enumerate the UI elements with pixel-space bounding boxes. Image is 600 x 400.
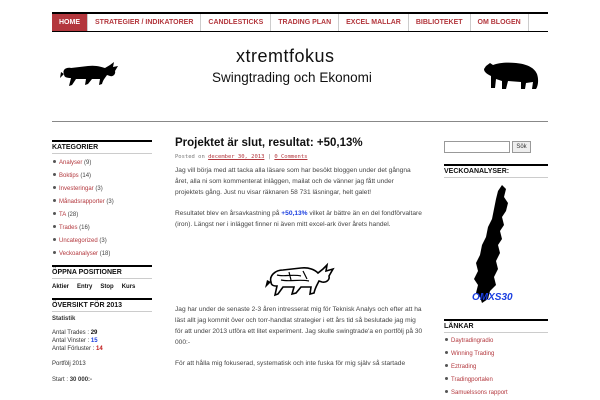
bullet-icon: [445, 390, 448, 393]
p2-text-a: Resultatet blev en årsavkastning på: [175, 210, 282, 217]
stat-wins-value: 15: [90, 338, 98, 344]
category-item[interactable]: [52, 157, 152, 170]
positions-col: Stop: [100, 284, 114, 290]
links-title: LÄNKAR: [444, 319, 548, 333]
omxs30-label[interactable]: OMXS30: [472, 292, 513, 303]
positions-col: Aktier: [52, 284, 70, 290]
nav-biblioteket[interactable]: BIBLIOTEKET: [409, 14, 471, 31]
post-paragraph-2: [175, 208, 423, 230]
category-link[interactable]: TA: [59, 212, 66, 218]
bullet-icon: [53, 225, 56, 228]
post-paragraph-1: Jag vill börja med att tacka alla läsare som har besökt bloggen under det gångna året, alla ni som kommenterat inläggen, mailat och de vänner jag fått under projektets gång. Just nu visar räknaren 58 731 läsningar, helt galet!: [175, 167, 411, 196]
category-count: (18): [99, 251, 111, 257]
stat-trades: [52, 329, 152, 337]
links-list: [444, 335, 508, 400]
link-item[interactable]: [444, 387, 508, 400]
comments-link[interactable]: 0 Comments: [274, 154, 308, 160]
stat-wins: [52, 337, 152, 345]
category-link[interactable]: Månadsrapporter: [59, 199, 105, 205]
portfolio-label: Portfölj 2013: [52, 361, 86, 367]
post-meta: [175, 154, 423, 160]
category-link[interactable]: Uncategorized: [59, 238, 98, 244]
category-item[interactable]: [52, 209, 152, 222]
stat-losses-value: 14: [96, 346, 103, 352]
link-item[interactable]: [444, 348, 508, 361]
category-item[interactable]: [52, 196, 152, 209]
category-link[interactable]: Boktips: [59, 173, 79, 179]
positions-col: Kurs: [121, 284, 136, 290]
post-date-link[interactable]: december 30, 2013: [208, 154, 265, 160]
nav-candlesticks[interactable]: CANDLESTICKS: [201, 14, 271, 31]
header-divider: [52, 121, 548, 122]
category-count: (16): [79, 225, 90, 231]
p2-highlight: +50,13%: [281, 210, 308, 217]
categories-list: [52, 157, 152, 261]
category-link[interactable]: Analyser: [59, 160, 83, 166]
category-item[interactable]: [52, 235, 152, 248]
stat-trades-label: Antal Trades :: [52, 330, 90, 336]
nav-om-blogen[interactable]: OM BLOGEN: [471, 14, 529, 31]
positions-title: ÖPPNA POSITIONER: [52, 265, 152, 279]
search-input[interactable]: [444, 141, 510, 153]
link-item[interactable]: [444, 335, 508, 348]
link-item[interactable]: [444, 374, 508, 387]
meta-separator: |: [267, 154, 272, 160]
meta-posted: Posted on: [175, 154, 205, 160]
search-button[interactable]: Sök: [512, 141, 531, 153]
bullet-icon: [53, 160, 56, 163]
category-link[interactable]: Trades: [59, 225, 78, 231]
link-label[interactable]: Eztrading: [451, 364, 477, 370]
site-tagline: Swingtrading och Ekonomi: [212, 70, 372, 85]
link-label[interactable]: Samuelssons rapport: [451, 390, 508, 396]
category-link[interactable]: Investeringar: [59, 186, 94, 192]
site-title[interactable]: xtremtfokus: [236, 46, 335, 66]
category-count: (3): [106, 199, 114, 205]
bullet-icon: [445, 377, 448, 380]
bullet-icon: [53, 238, 56, 241]
category-count: (14): [80, 173, 92, 179]
category-item[interactable]: [52, 170, 152, 183]
bullet-icon: [53, 212, 56, 215]
start-value: 30 000:-: [69, 377, 93, 383]
category-count: (3): [95, 186, 103, 192]
post-paragraph-4: För att hålla mig fokuserad, systematisk och inte fuska för mig själv så startade: [175, 360, 406, 367]
category-link[interactable]: Veckoanalyser: [59, 251, 99, 257]
stats-block: [52, 316, 152, 383]
category-item[interactable]: [52, 183, 152, 196]
category-count: (9): [84, 160, 92, 166]
link-label[interactable]: Tradingportalen: [451, 377, 493, 383]
nav-trading-plan[interactable]: TRADING PLAN: [271, 14, 339, 31]
bullet-icon: [53, 186, 56, 189]
positions-col: Entry: [77, 284, 93, 290]
start-label: Start :: [52, 377, 69, 383]
category-item[interactable]: [52, 248, 152, 261]
nav-strategier[interactable]: STRATEGIER / INDIKATORER: [88, 14, 201, 31]
bullet-icon: [445, 338, 448, 341]
left-sidebar: [52, 140, 152, 383]
stat-losses: [52, 345, 152, 353]
link-label[interactable]: Winning Trading: [451, 351, 495, 357]
bullet-icon: [53, 251, 56, 254]
nav-bottom-border: [52, 31, 548, 32]
weekly-title: VECKOANALYSER:: [444, 164, 548, 178]
bullet-icon: [53, 173, 56, 176]
post: [175, 137, 423, 369]
overview-title: ÖVERSIKT FÖR 2013: [52, 298, 152, 312]
main-nav: [52, 14, 529, 31]
bull-icon: [58, 58, 120, 88]
stat-wins-label: Antal Vinster :: [52, 338, 90, 344]
nav-home[interactable]: HOME: [52, 14, 88, 31]
category-item[interactable]: [52, 222, 152, 235]
stats-label: Statistik: [52, 316, 76, 322]
nav-excel-mallar[interactable]: EXCEL MALLAR: [339, 14, 409, 31]
stat-losses-label: Antal Förluster :: [52, 346, 95, 352]
post-title[interactable]: Projektet är slut, resultat: +50,13%: [175, 137, 363, 149]
p2-text-b: vilket är bättre än en del fondförvaltare (iron). Längst ner i inlägget finner ni även mitt excel-ark över årets handel.: [175, 210, 422, 228]
link-label[interactable]: Daytradingradio: [451, 338, 494, 344]
category-count: (3): [99, 238, 107, 244]
stat-trades-value: 29: [90, 330, 98, 336]
post-paragraph-3: Jag har under de senaste 2-3 åren intresserat mig för Teknisk Analys och efter att ha läst allt jag kommit över och torr-handlat strategier i ett års tid så beslutade jag mig för att under 2013 utföra ett litet experiment. Jag skulle swingtrade'a en portfölj på 30 000:-: [175, 306, 423, 346]
link-item[interactable]: [444, 361, 508, 374]
bullet-icon: [445, 351, 448, 354]
categories-title: KATEGORIER: [52, 140, 152, 154]
positions-header: [52, 284, 152, 290]
bull-sketch-icon: [263, 260, 338, 302]
bear-icon: [482, 58, 540, 92]
bullet-icon: [53, 199, 56, 202]
bullet-icon: [445, 364, 448, 367]
portfolio-start: [52, 377, 152, 383]
category-count: (28): [67, 212, 79, 218]
